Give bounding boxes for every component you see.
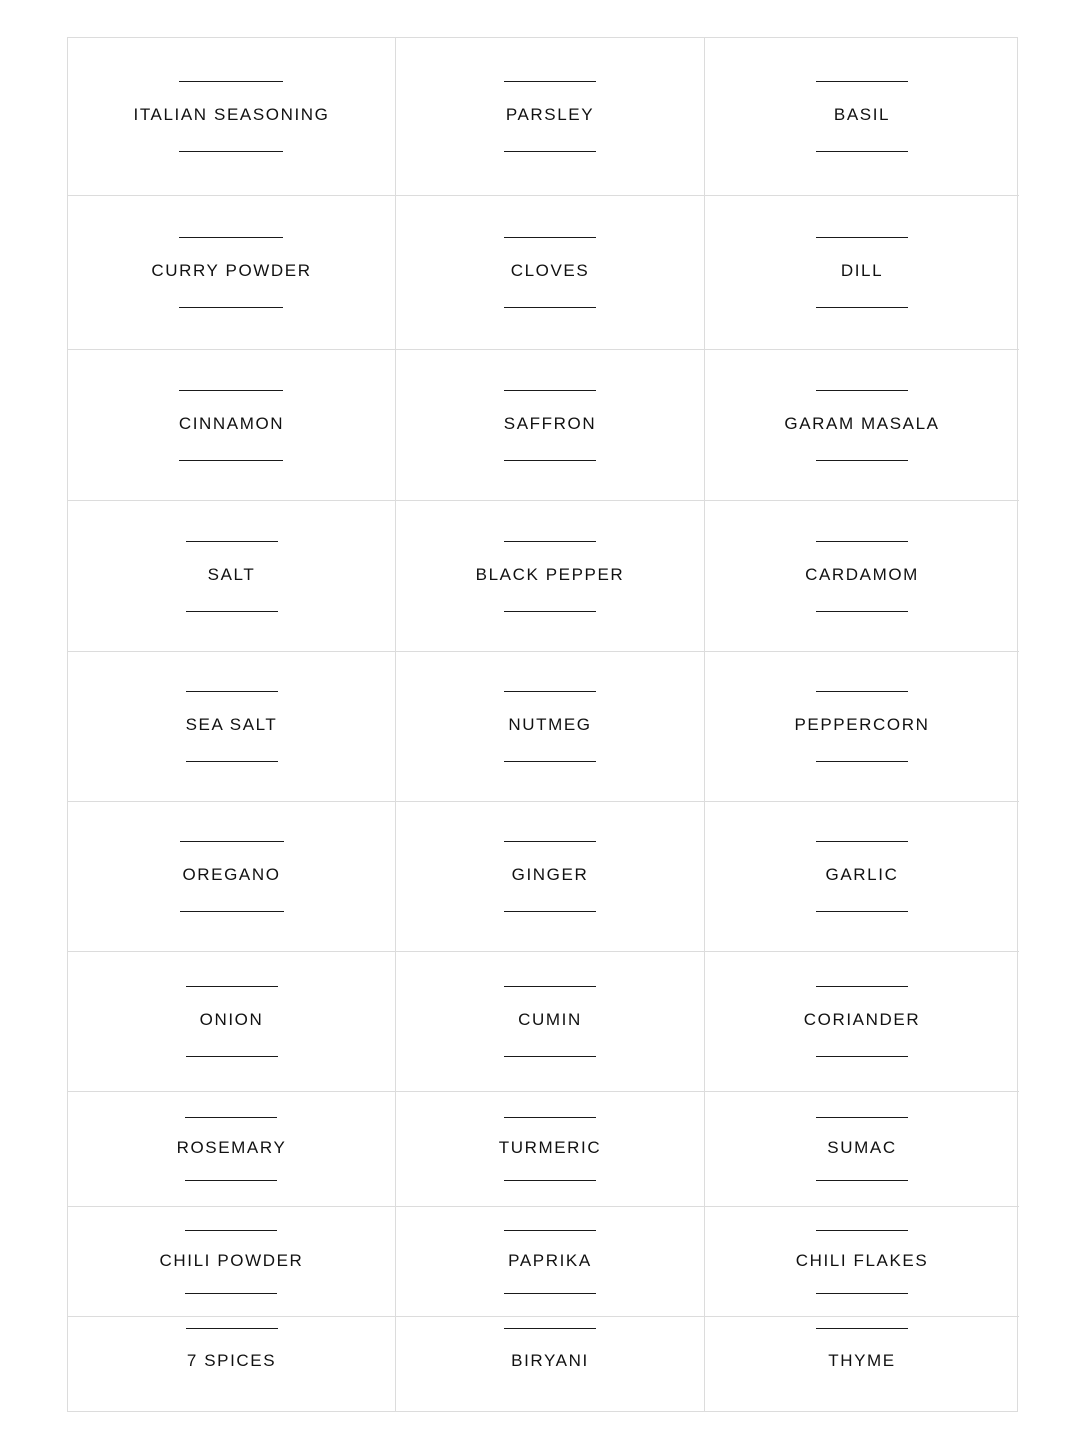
label-cell xyxy=(396,952,705,1092)
bottom-rule xyxy=(504,1056,596,1057)
label-cell xyxy=(705,1092,1019,1207)
spice-label xyxy=(504,237,596,308)
bottom-rule xyxy=(816,151,908,152)
spice-label xyxy=(160,1230,304,1294)
label-cell xyxy=(68,38,396,196)
top-rule xyxy=(816,237,908,238)
label-cell xyxy=(68,652,396,802)
top-rule xyxy=(504,986,596,987)
spice-name: CURRY POWDER xyxy=(151,261,312,280)
bottom-rule xyxy=(816,460,908,461)
spice-name: ITALIAN SEASONING xyxy=(133,105,330,124)
spice-label xyxy=(816,841,908,912)
spice-name: SEA SALT xyxy=(185,715,278,734)
label-cell xyxy=(705,350,1019,501)
spice-name: ONION xyxy=(199,1010,264,1029)
top-rule xyxy=(504,390,596,391)
top-rule xyxy=(179,81,283,82)
spice-name: SALT xyxy=(207,564,256,584)
spice-name: CHILI FLAKES xyxy=(795,1250,929,1270)
spice-label xyxy=(816,1328,908,1401)
bottom-rule xyxy=(179,151,283,152)
bottom-rule xyxy=(504,611,596,612)
spice-label xyxy=(504,691,596,762)
bottom-rule xyxy=(504,1293,596,1294)
label-cell xyxy=(705,652,1019,802)
top-rule xyxy=(816,841,908,842)
label-cell xyxy=(396,1317,705,1412)
spice-label xyxy=(180,841,284,912)
label-cell xyxy=(68,501,396,652)
bottom-rule xyxy=(186,1056,278,1057)
label-cell xyxy=(705,501,1019,652)
bottom-rule xyxy=(504,761,596,762)
label-cell xyxy=(396,501,705,652)
top-rule xyxy=(185,1117,277,1118)
top-rule xyxy=(816,81,908,82)
spice-name: SUMAC xyxy=(827,1138,897,1157)
top-rule xyxy=(186,986,278,987)
spice-name: GARLIC xyxy=(825,865,899,884)
top-rule xyxy=(504,841,596,842)
bottom-rule xyxy=(816,1056,908,1057)
spice-label xyxy=(186,1328,278,1401)
spice-label xyxy=(504,1328,596,1401)
top-rule xyxy=(816,1117,908,1118)
spice-label xyxy=(134,81,330,152)
spice-name: BIRYANI xyxy=(511,1351,589,1370)
bottom-rule xyxy=(816,761,908,762)
bottom-rule xyxy=(186,611,278,612)
spice-label xyxy=(186,986,278,1057)
label-cell xyxy=(396,196,705,350)
spice-label xyxy=(796,1230,929,1294)
spice-name: BASIL xyxy=(833,105,891,124)
spice-label xyxy=(816,81,908,152)
spice-label xyxy=(804,986,920,1057)
label-cell xyxy=(68,350,396,501)
bottom-rule xyxy=(816,1293,908,1294)
label-cell xyxy=(396,1092,705,1207)
label-cell xyxy=(68,1207,396,1317)
top-rule xyxy=(816,541,908,542)
spice-label xyxy=(784,390,939,461)
spice-label xyxy=(186,691,278,762)
bottom-rule xyxy=(504,1180,596,1181)
label-cell xyxy=(705,38,1019,196)
label-cell xyxy=(705,802,1019,952)
spice-name: GINGER xyxy=(511,865,589,884)
label-cell xyxy=(705,1317,1019,1412)
label-cell xyxy=(68,802,396,952)
spice-name: TURMERIC xyxy=(498,1138,602,1157)
label-cell xyxy=(396,38,705,196)
top-rule xyxy=(504,1230,596,1231)
top-rule xyxy=(504,691,596,692)
spice-label xyxy=(816,1117,908,1181)
spice-name: SAFFRON xyxy=(503,413,597,433)
spice-name: CORIANDER xyxy=(803,1010,921,1029)
label-cell xyxy=(705,952,1019,1092)
spice-label xyxy=(504,841,596,912)
bottom-rule xyxy=(504,911,596,912)
spice-label xyxy=(504,390,596,461)
top-rule xyxy=(504,541,596,542)
spice-label xyxy=(504,986,596,1057)
spice-label xyxy=(504,1230,596,1294)
top-rule xyxy=(504,81,596,82)
spice-label-sheet xyxy=(67,37,1018,1412)
spice-name: CARDAMOM xyxy=(805,564,919,584)
label-cell xyxy=(68,196,396,350)
spice-label xyxy=(476,541,625,612)
top-rule xyxy=(816,390,908,391)
label-cell xyxy=(68,952,396,1092)
spice-name: PARSLEY xyxy=(505,105,595,124)
spice-label xyxy=(186,541,278,612)
spice-name: PAPRIKA xyxy=(508,1250,592,1270)
top-rule xyxy=(816,691,908,692)
bottom-rule xyxy=(816,307,908,308)
bottom-rule xyxy=(180,911,284,912)
bottom-rule xyxy=(816,911,908,912)
spice-name: DILL xyxy=(840,261,884,280)
bottom-rule xyxy=(186,761,278,762)
bottom-rule xyxy=(816,611,908,612)
spice-name: 7 SPICES xyxy=(186,1351,277,1370)
spice-label xyxy=(504,81,596,152)
bottom-rule xyxy=(504,151,596,152)
top-rule xyxy=(504,1117,596,1118)
spice-name: PEPPERCORN xyxy=(794,715,930,734)
label-cell xyxy=(396,1207,705,1317)
top-rule xyxy=(816,1230,908,1231)
top-rule xyxy=(185,1230,277,1231)
bottom-rule xyxy=(504,307,596,308)
label-cell xyxy=(396,350,705,501)
top-rule xyxy=(186,541,278,542)
label-cell xyxy=(68,1317,396,1412)
spice-name: OREGANO xyxy=(182,865,281,884)
top-rule xyxy=(180,841,284,842)
top-rule xyxy=(504,1328,596,1329)
top-rule xyxy=(186,691,278,692)
bottom-rule xyxy=(816,1180,908,1181)
spice-label xyxy=(179,390,284,461)
spice-name: ROSEMARY xyxy=(176,1138,287,1157)
top-rule xyxy=(816,1328,908,1329)
top-rule xyxy=(186,1328,278,1329)
label-cell xyxy=(396,652,705,802)
spice-name: CUMIN xyxy=(518,1010,582,1029)
spice-label xyxy=(794,691,929,762)
spice-name: CHILI POWDER xyxy=(159,1250,304,1270)
top-rule xyxy=(816,986,908,987)
spice-name: CINNAMON xyxy=(178,413,285,433)
top-rule xyxy=(504,237,596,238)
spice-name: BLACK PEPPER xyxy=(475,564,625,584)
bottom-rule xyxy=(185,1180,277,1181)
label-cell xyxy=(705,196,1019,350)
label-cell xyxy=(396,802,705,952)
spice-name: THYME xyxy=(828,1351,896,1370)
spice-name: NUTMEG xyxy=(508,715,592,734)
top-rule xyxy=(179,390,283,391)
spice-label xyxy=(177,1117,287,1181)
spice-label xyxy=(151,237,311,308)
spice-label xyxy=(816,237,908,308)
bottom-rule xyxy=(185,1293,277,1294)
spice-label xyxy=(499,1117,602,1181)
spice-name: CLOVES xyxy=(510,261,590,280)
top-rule xyxy=(179,237,283,238)
bottom-rule xyxy=(179,460,283,461)
bottom-rule xyxy=(179,307,283,308)
bottom-rule xyxy=(504,460,596,461)
spice-name: GARAM MASALA xyxy=(784,413,940,433)
spice-label xyxy=(805,541,919,612)
label-cell xyxy=(68,1092,396,1207)
label-cell xyxy=(705,1207,1019,1317)
